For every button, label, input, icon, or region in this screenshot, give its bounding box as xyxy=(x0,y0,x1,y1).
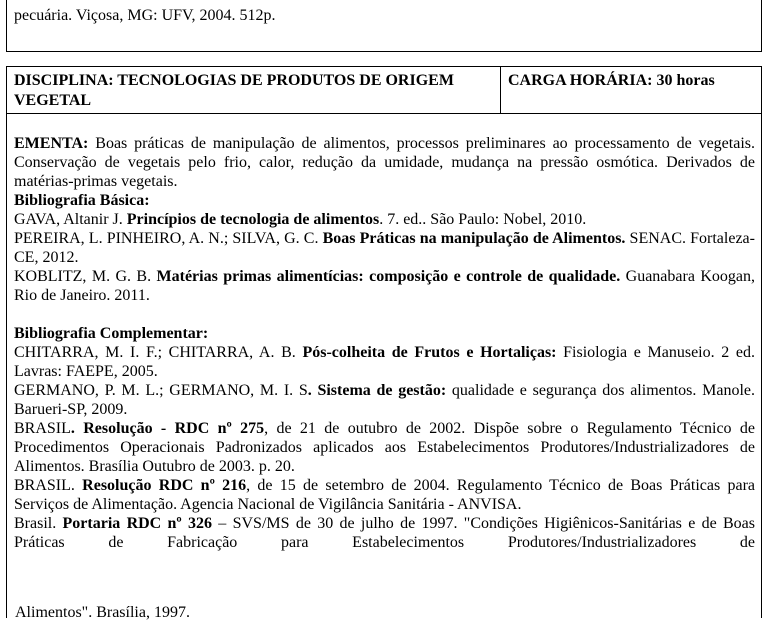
reference-item: PEREIRA, L. PINHEIRO, A. N.; SILVA, G. C. Boas Práticas na manipulação de Alimentos. SENAC. Fortaleza-CE, 2012. xyxy=(14,230,755,266)
reference-item: Brasil. Portaria RDC nº 326 – SVS/MS de 30 de julho de 1997. "Condições Higiênicos-Sanitárias e de Boas Práticas de Fabricação para Estabelecimentos Produtores/Industrializadores de xyxy=(14,515,755,551)
reference-item: KOBLITZ, M. G. B. Matérias primas alimentícias: composição e controle de qualidade. Guanabara Koogan, Rio de Janeiro. 2011. xyxy=(14,268,755,304)
discipline-header xyxy=(6,66,762,114)
reference-item: GERMANO, P. M. L.; GERMANO, M. I. S. Sistema de gestão: qualidade e segurança dos alimentos. Manole. Barueri-SP, 2009. xyxy=(14,382,755,418)
basic-bibliography-heading: Bibliografia Básica: xyxy=(14,192,150,209)
header-divider xyxy=(500,67,501,113)
syllabus xyxy=(14,134,755,191)
discipline-body xyxy=(6,113,762,618)
previous-reference-end: pecuária. Viçosa, MG: UFV, 2004. 512p. xyxy=(14,7,276,24)
reference-item: CHITARRA, M. I. F.; CHITARRA, A. B. Pós-colheita de Frutos e Hortaliças: Fisiologia e Manuseio. 2 ed. Lavras: FAEPE, 2005. xyxy=(14,344,756,380)
reference-item: GAVA, Altanir J. Princípios de tecnologia de alimentos. 7. ed.. São Paulo: Nobel, 2010. xyxy=(14,211,587,228)
reference-item-continuation: Alimentos". Brasília, 1997. xyxy=(15,604,190,621)
workload: CARGA HORÁRIA: 30 horas xyxy=(508,72,715,89)
discipline-title: DISCIPLINA: TECNOLOGIAS DE PRODUTOS DE ORIGEM VEGETAL xyxy=(14,72,454,109)
syllabus-label: EMENTA: xyxy=(14,135,89,152)
reference-item: BRASIL. Resolução RDC nº 216, de 15 de setembro de 2004. Regulamento Técnico de Boas Práticas para Serviços de Alimentação. Agencia Nacional de Vigilância Sanitária - ANVISA. xyxy=(14,477,756,513)
previous-table-cell xyxy=(6,0,762,52)
spacer xyxy=(14,305,755,324)
syllabus-text: Boas práticas de manipulação de alimentos, processos preliminares ao processamento de vegetais. Conservação de vegetais pelo frio, calor, redução da umidade, mudança na pressão osmótica. Derivados de matérias-primas vegetais. xyxy=(14,135,755,190)
reference-item: BRASIL. Resolução - RDC nº 275, de 21 de outubro de 2002. Dispõe sobre o Regulamento Técnico de Procedimentos Operacionais Padronizados aplicados aos Estabelecimentos Produtores/Industrializadores de Alimentos. Brasília Outubro de 2003. p. 20. xyxy=(14,420,755,475)
complementary-bibliography-heading: Bibliografia Complementar: xyxy=(14,325,209,342)
discipline-content xyxy=(14,134,755,552)
